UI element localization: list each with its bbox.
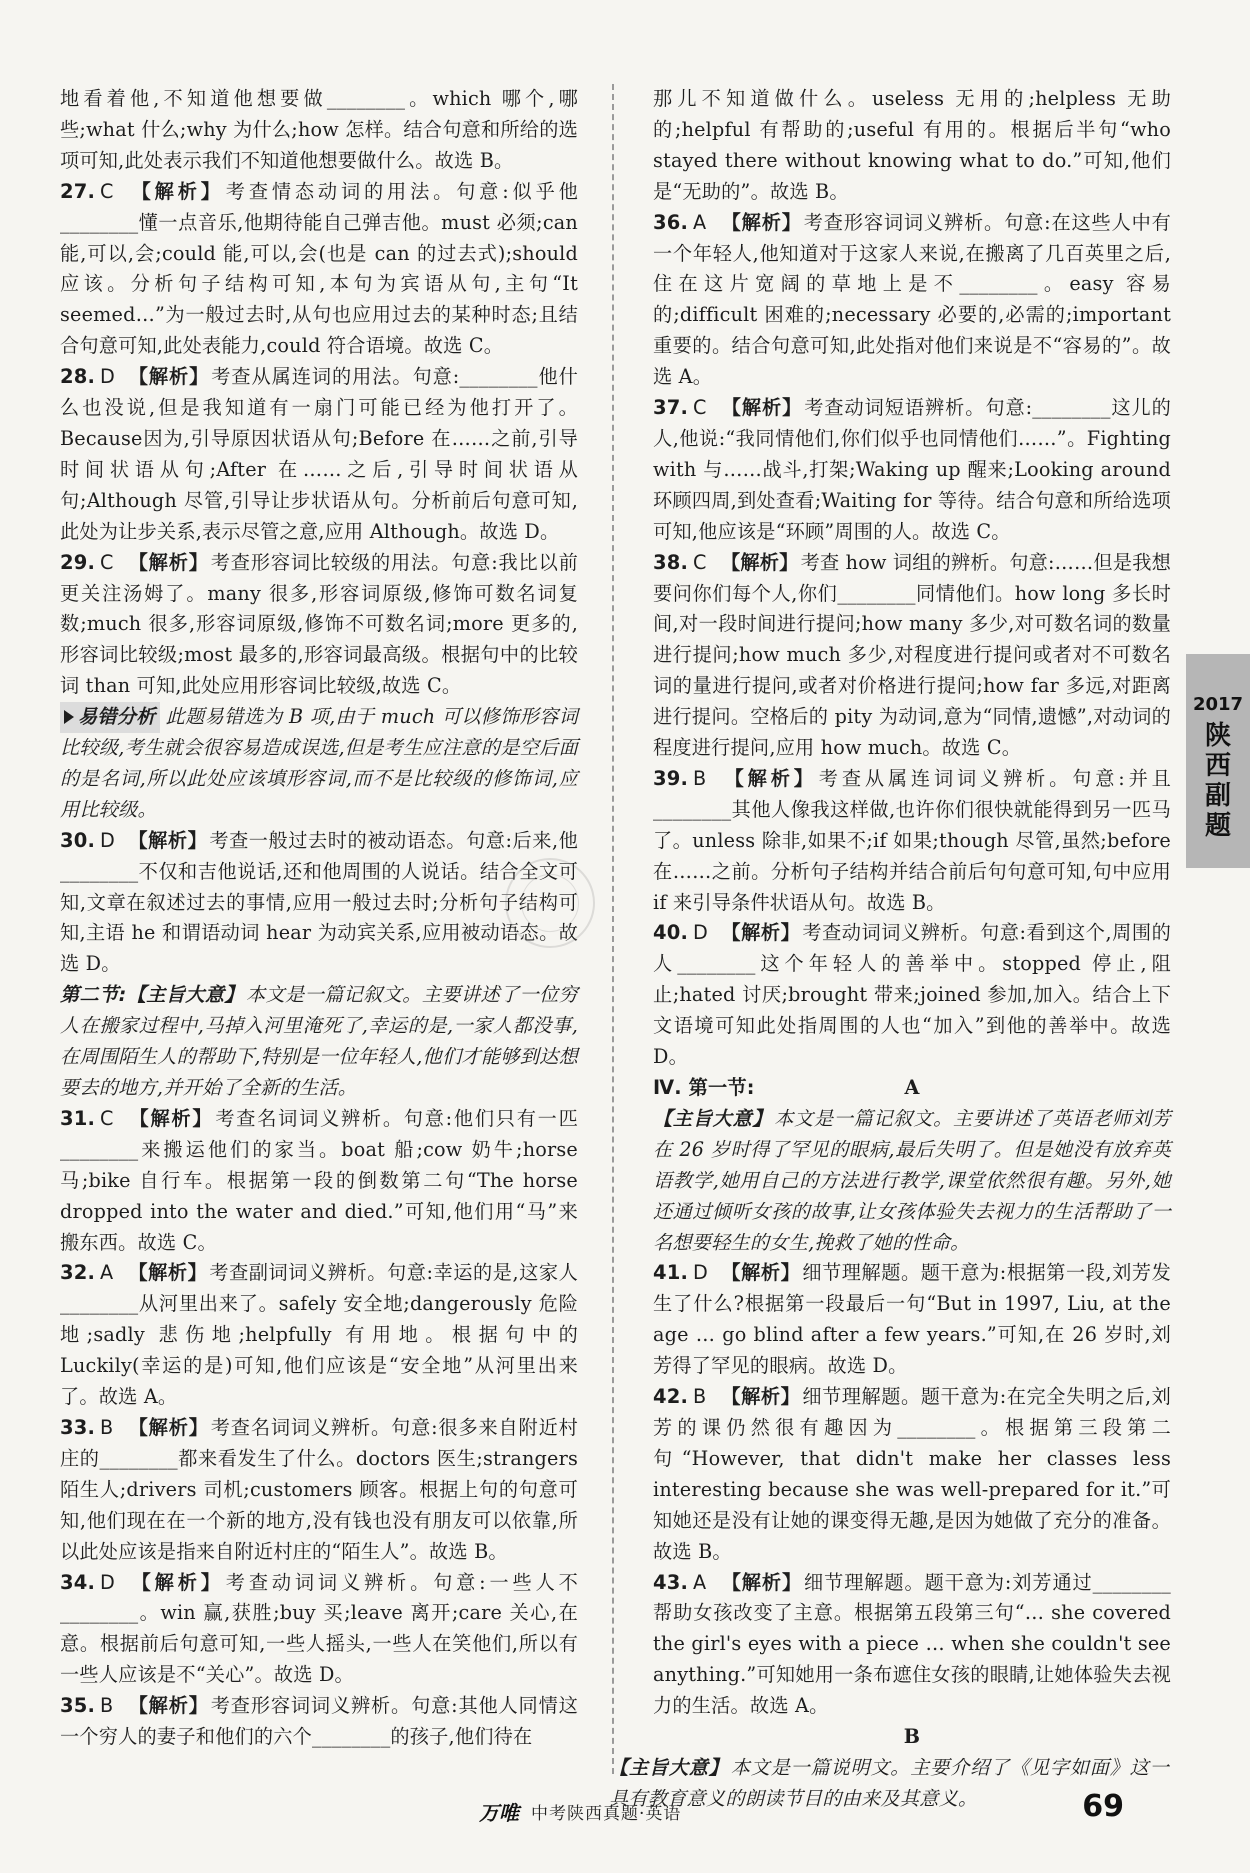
analysis-text: 考查情态动词的用法。句意:似乎他________懂一点音乐,他期待能自己弹吉他。must 必须;can 能,可以,会;could 能,可以,会(也是 can 的过去式);should 应该。分析句子结构可知,本句为宾语从句,主句“It seemed…”为一般过去时,从句也应用过去的某种时态;且结合句意可知,此处表能力,could 符合语境。故选 C。 — [60, 179, 578, 358]
answer-option: C — [693, 550, 707, 574]
answer-item-35 — [60, 1691, 578, 1753]
error-analysis-text: 此题易错选为 B 项,由于 much 可以修饰形容词比较级,考生就会很容易造成误选,但是考生应注意的是空后面的是名词,所以此处应该填形容词,而不是比较级的修饰词,应用比较级。 — [60, 705, 578, 821]
question-number: 40. — [653, 921, 689, 945]
analysis-text: 考查从属连词的用法。句意:________他什么也没说,但是我知道有一扇门可能已经为他打开了。Because因为,引导原因状语从句;Before 在……之前,引导时间状语从句;After 在……之后,引导时间状语从句;Although 尽管,引导让步状语从句。分析前后句意可知,此处为让步关系,表示尽管之意,应用 Although。故选 D。 — [60, 365, 578, 543]
analysis-tag: 【解析】 — [128, 365, 210, 389]
footer-book-title: 中考陕西真题·英语 — [531, 1804, 682, 1824]
summary-text: 本文是一篇说明文。主要介绍了《见字如面》这一具有教育意义的朗读节目的由来及其意义。 — [609, 1755, 1170, 1810]
footer-brand-logo: 万唯 — [479, 1801, 519, 1825]
continuation-paragraph: 那儿不知道做什么。useless 无用的;helpless 无助的;helpful 有帮助的;useful 有用的。根据后半句“who stayed there without knowing what to do.”可知,他们是“无助的”。故选 B。 — [653, 87, 1171, 203]
answer-item-39 — [653, 764, 1171, 919]
side-tab-year: 2017 — [1192, 694, 1244, 715]
analysis-text: 细节理解题。题干意为:根据第一段,刘芳发生了什么?根据第一段最后一句“But in 1997, Liu, at the age … go blind after a few years.”可知,在 26 岁时,刘芳得了罕见的眼病。故选 D。 — [653, 1261, 1171, 1378]
answer-item-43 — [653, 1568, 1171, 1723]
passage-a-summary — [653, 1104, 1171, 1259]
section-label: 第二节: — [60, 983, 127, 1007]
answer-option: B — [693, 1385, 707, 1409]
analysis-text: 考查动词词义辨析。句意:一些人不________。win 赢,获胜;buy 买;leave 离开;care 关心,在意。根据前后句意可知,一些人摇头,一些人在笑他们,所以有一些人应该是不“关心”。故选 D。 — [60, 1570, 578, 1687]
side-tab-title: 陕西副题 — [1204, 721, 1231, 841]
answer-option: C — [100, 1106, 114, 1130]
analysis-text: 考查副词词义辨析。句意:幸运的是,这家人________从河里出来了。safely 安全地;dangerously 危险地;sadly 悲伤地;helpfully 有用地。根据句中的 Luckily(幸运的是)可知,他们应该是“安全地”从河里出来了。故选 A。 — [60, 1261, 578, 1409]
continuation-paragraph: 地看着他,不知道他想要做________。which 哪个,哪些;what 什么;why 为什么;how 怎样。结合句意和所给的选项可知,此处表示我们不知道他想要做什么。故选 B。 — [60, 87, 578, 172]
answer-option: D — [100, 828, 115, 852]
question-number: 28. — [60, 365, 96, 389]
answer-option: B — [100, 1694, 114, 1718]
left-column — [60, 84, 578, 1753]
analysis-text: 考查动词短语辨析。句意:________这儿的人,他说:“我同情他们,你们似乎也同情他们……”。Fighting with 与……战斗,打架;Waking up 醒来;Looking around 环顾四周,到处查看;Waiting for 等待。结合句意和所给选项可知,他应该是“环顾”周围的人。故选 C。 — [653, 396, 1171, 543]
summary-tag: 【主旨大意】 — [653, 1106, 773, 1130]
question-number: 30. — [60, 828, 96, 852]
analysis-tag: 【解析】 — [721, 210, 802, 234]
question-number: 38. — [653, 550, 689, 574]
answer-item-40 — [653, 918, 1171, 1073]
analysis-text: 考查 how 词组的辨析。句意:……但是我想要问你们每个人,你们________同情他们。how long 多长时间,对一段时间进行提问;how many 多少,对可数名词的数量进行提问;how much 多少,对程度进行提问或者对不可数名词的量进行提问,或者对价格进行提问;how far 多远,对距离进行提问。空格后的 pity 为动词,意为“同情,遗憾”,对动词的程度进行提问,应用 how much。故选 C。 — [653, 550, 1171, 760]
analysis-tag: 【解析】 — [128, 1261, 208, 1285]
page-number: 69 — [1082, 1789, 1124, 1824]
section-label: Ⅳ. 第一节: — [653, 1076, 755, 1099]
summary-tag: 【主旨大意】 — [609, 1755, 729, 1779]
answer-option: D — [100, 365, 115, 389]
answer-option: B — [693, 766, 707, 790]
analysis-tag: 【解析】 — [721, 921, 801, 945]
answer-item-33 — [60, 1413, 578, 1568]
answer-option: A — [693, 1570, 707, 1594]
answer-item-28 — [60, 362, 578, 547]
question-number: 37. — [653, 396, 689, 420]
analysis-tag: 【解析】 — [128, 828, 208, 852]
question-number: 35. — [60, 1694, 96, 1718]
answer-option: B — [100, 1415, 114, 1439]
section-two-summary — [60, 980, 578, 1104]
question-number: 41. — [653, 1261, 689, 1285]
question-number: 32. — [60, 1261, 96, 1285]
right-column — [609, 84, 1172, 1815]
answer-item-30 — [60, 826, 578, 981]
answer-item-37 — [653, 393, 1171, 548]
answer-item-32 — [60, 1258, 578, 1413]
passage-letter-a: A — [904, 1076, 920, 1099]
question-number: 43. — [653, 1570, 689, 1594]
analysis-tag: 【解析】 — [721, 1261, 801, 1285]
analysis-tag: 【解析】 — [128, 1694, 209, 1718]
question-number: 27. — [60, 179, 96, 203]
answer-option: D — [100, 1570, 115, 1594]
analysis-tag: 【解析】 — [721, 766, 817, 790]
analysis-text: 细节理解题。题干意为:刘芳通过________帮助女孩改变了主意。根据第五段第三句“… she covered the girl's eyes with a piece … when she couldn't see anything.”可知她用一条布遮住女孩的眼睛,让她体验失去视力的生活。故选 A。 — [653, 1570, 1171, 1718]
analysis-tag: 【解析】 — [128, 1415, 209, 1439]
page-footer — [0, 1789, 1250, 1833]
analysis-text: 考查形容词词义辨析。句意:其他人同情这一个穷人的妻子和他们的六个________的孩子,他们待在 — [60, 1694, 579, 1749]
answer-item-36 — [653, 208, 1171, 393]
error-analysis-note — [60, 702, 578, 826]
analysis-text: 考查名词词义辨析。句意:他们只有一匹________来搬运他们的家当。boat 船;cow 奶牛;horse 马;bike 自行车。根据第一段的倒数第二句“The horse dropped into the water and died.”可知,他们用“马”来搬东西。故选 C。 — [60, 1106, 578, 1254]
summary-tag: 【主旨大意】 — [126, 983, 244, 1007]
analysis-text: 考查一般过去时的被动语态。句意:后来,他________不仅和吉他说话,还和他周围的人说话。结合全文可知,文章在叙述过去的事情,应用一般过去时;分析句子结构可知,主语 he 和谓语动词 hear 为动宾关系,应用被动语态。故选 D。 — [60, 828, 578, 976]
analysis-tag: 【解析】 — [128, 550, 209, 574]
analysis-tag: 【解析】 — [128, 1106, 214, 1130]
question-number: 29. — [60, 550, 96, 574]
answer-item-27 — [60, 177, 578, 362]
analysis-tag: 【解析】 — [721, 1385, 801, 1409]
analysis-tag: 【解析】 — [721, 550, 799, 574]
question-number: 42. — [653, 1385, 689, 1409]
answer-item-41 — [653, 1258, 1171, 1382]
answer-option: C — [100, 179, 114, 203]
error-analysis-label: 易错分析 — [60, 702, 160, 733]
answer-item-42 — [653, 1382, 1171, 1567]
answer-option: C — [693, 396, 707, 420]
analysis-tag: 【解析】 — [721, 396, 803, 420]
answer-item-31 — [60, 1104, 578, 1259]
question-number: 33. — [60, 1415, 96, 1439]
answer-option: D — [693, 921, 708, 945]
analysis-tag: 【解析】 — [721, 1570, 803, 1594]
answer-option: D — [693, 1261, 708, 1285]
summary-text: 本文是一篇记叙文。主要讲述了英语老师刘芳在 26 岁时得了罕见的眼病,最后失明了。但是她没有放弃英语教学,她用自己的方法进行教学,课堂依然很有趣。另外,她还通过倾听女孩的故事,让女孩体验失去视力的生活帮助了一名想要轻生的女生,挽救了她的性命。 — [653, 1106, 1171, 1254]
analysis-tag: 【解析】 — [128, 179, 224, 203]
section-four-heading — [653, 1073, 1171, 1104]
question-number: 34. — [60, 1570, 96, 1594]
analysis-text: 考查动词词义辨析。句意:看到这个,周围的人________这个年轻人的善举中。stopped 停止,阻止;hated 讨厌;brought 带来;joined 参加,加入。结合上下文语境可知此处指周围的人也“加入”到他的善举中。故选 D。 — [653, 921, 1171, 1069]
analysis-text: 考查名词词义辨析。句意:很多来自附近村庄的________都来看发生了什么。doctors 医生;strangers 陌生人;drivers 司机;customers 顾客。根据上句的句意可知,他们现在在一个新的地方,没有钱也没有朋友可以依靠,所以此处应该是指来自附近村庄的“陌生人”。故选 B。 — [60, 1415, 579, 1563]
answer-item-38 — [653, 548, 1171, 764]
answer-item-34 — [60, 1568, 578, 1692]
question-number: 36. — [653, 210, 689, 234]
analysis-tag: 【解析】 — [128, 1570, 224, 1594]
answer-option: C — [100, 550, 114, 574]
answer-option: A — [693, 210, 707, 234]
answer-option: A — [100, 1261, 114, 1285]
column-divider — [612, 84, 614, 1774]
analysis-text: 考查形容词比较级的用法。句意:我比以前更关注汤姆了。many 很多,形容词原级,修饰可数名词复数;much 很多,形容词原级,修饰不可数名词;more 更多的,形容词比较级;most 最多的,形容词最高级。根据句中的比较词 than 可知,此处应用形容词比较级,故选 C。 — [60, 550, 579, 698]
question-number: 31. — [60, 1106, 96, 1130]
answer-item-29 — [60, 548, 578, 703]
side-tab — [1186, 654, 1250, 868]
passage-letter-b: B — [903, 1725, 921, 1749]
question-number: 39. — [653, 766, 689, 790]
summary-text: 本文是一篇记叙文。主要讲述了一位穷人在搬家过程中,马掉入河里淹死了,幸运的是,一家人都没事,在周围陌生人的帮助下,特别是一位年轻人,他们才能够到达想要去的地方,并开始了全新的生活。 — [60, 983, 579, 1099]
analysis-text: 考查从属连词词义辨析。句意:并且________其他人像我这样做,也许你们很快就能得到另一匹马了。unless 除非,如果不;if 如果;though 尽管,虽然;before 在……之前。分析句子结构并结合前后句句意可知,句中应用 if 来引导条件状语从句。故选 B。 — [653, 766, 1171, 914]
analysis-text: 细节理解题。题干意为:在完全失明之后,刘芳的课仍然很有趣因为________。根据第三段第二句“However, that didn't make her classes less interesting because she was well-prepared for it.”可知她还是没有让她的课变得无趣,是因为她做了充分的准备。故选 B。 — [653, 1385, 1171, 1563]
analysis-text: 考查形容词词义辨析。句意:在这些人中有一个年轻人,他知道对于这家人来说,在搬离了几百英里之后,住在这片宽阔的草地上是不________。easy 容易的;difficult 困难的;necessary 必要的,必需的;important 重要的。结合句意可知,此处指对他们来说是不“容易的”。故选 A。 — [653, 210, 1172, 389]
